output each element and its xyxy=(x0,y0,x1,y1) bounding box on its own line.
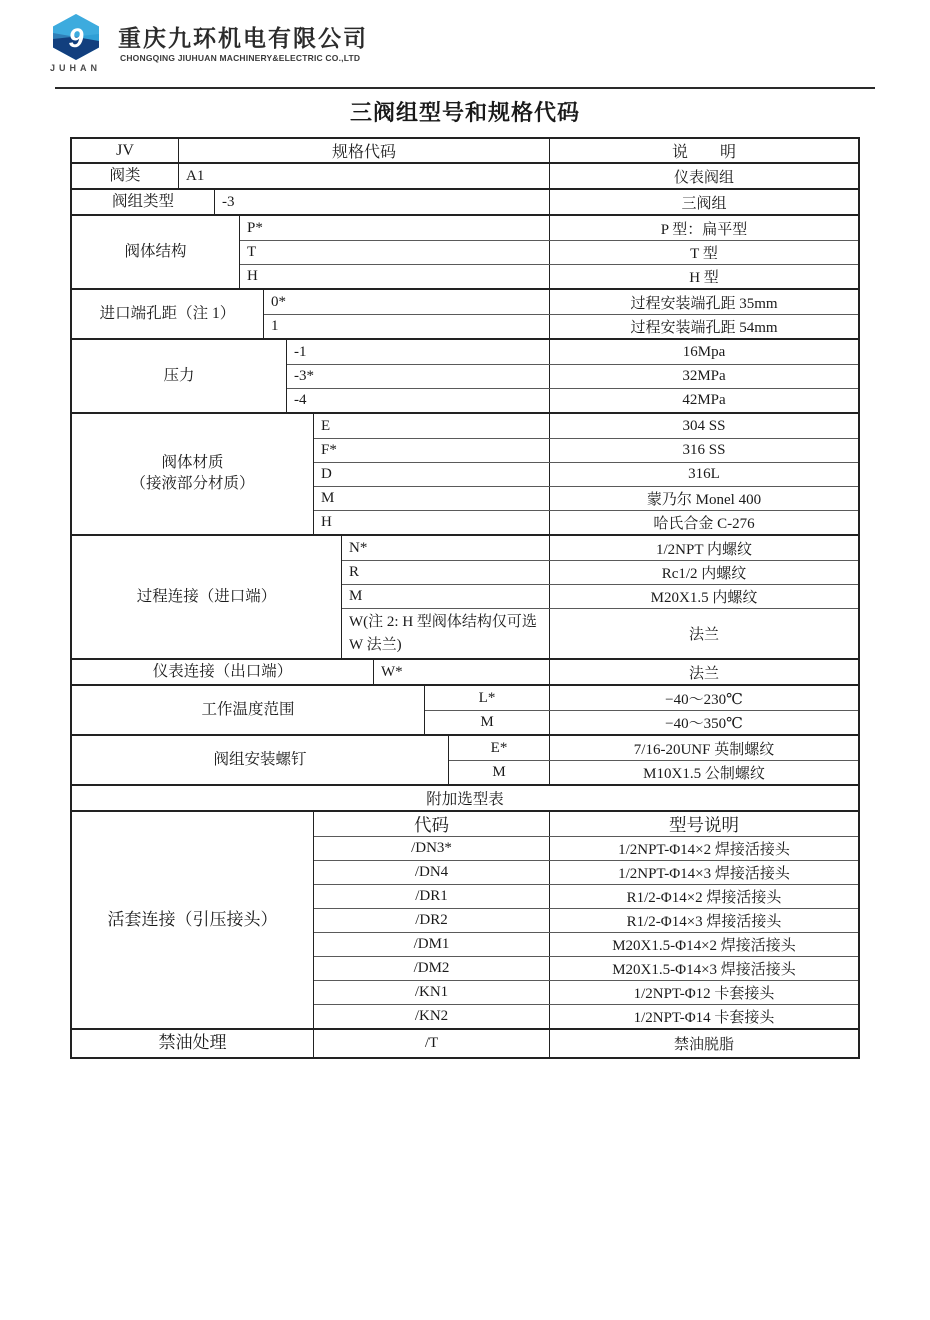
desc-cell: M20X1.5-Φ14×3 焊接活接头 xyxy=(612,962,796,978)
desc-cell: 42MPa xyxy=(682,392,726,408)
table-row xyxy=(342,536,858,560)
code-cell: L* xyxy=(425,686,550,710)
row-label-union-connection: 活套连接（引压接头） xyxy=(72,812,314,1028)
spec-table xyxy=(70,137,860,1059)
group-inlet-hole-distance xyxy=(72,288,858,338)
desc-cell: M20X1.5-Φ14×2 焊接活接头 xyxy=(612,938,796,954)
code-cell: /DM2 xyxy=(314,957,550,980)
row-label-pressure: 压力 xyxy=(72,340,287,412)
code-cell: W(注 2: H 型阀体结构仅可选 W 法兰) xyxy=(342,609,550,658)
code-cell: W* xyxy=(374,660,550,684)
desc-cell: 三阀组 xyxy=(681,195,727,212)
group-working-temperature xyxy=(72,684,858,734)
code-cell: /DN3* xyxy=(314,837,550,860)
desc-cell: 1/2NPT-Φ12 卡套接头 xyxy=(633,986,775,1002)
table-row xyxy=(314,1004,858,1028)
row-label-body-material xyxy=(72,414,314,534)
row-label-inlet-hole-distance: 进口端孔距（注 1） xyxy=(72,290,264,338)
row-label-valve-class: 阀类 xyxy=(72,164,179,188)
row-label-manifold-type: 阀组类型 xyxy=(72,190,215,214)
table-row xyxy=(314,860,858,884)
code-cell: D xyxy=(314,463,550,486)
desc-cell: 316L xyxy=(688,466,720,482)
code-cell: /T xyxy=(314,1030,550,1057)
desc-cell: 7/16-20UNF 英制螺纹 xyxy=(633,741,775,758)
desc-cell: 蒙乃尔 Monel 400 xyxy=(646,492,762,508)
desc-cell: R1/2-Φ14×2 焊接活接头 xyxy=(626,890,782,906)
group-oil-free xyxy=(72,1028,858,1057)
code-cell: A1 xyxy=(179,164,550,188)
code-cell: M xyxy=(425,711,550,734)
row-label-body-structure: 阀体结构 xyxy=(72,216,240,288)
body-material-label-line2: （接液部分材质） xyxy=(130,475,255,492)
table-row xyxy=(264,290,858,314)
juhan-logo-icon xyxy=(48,12,104,62)
letterhead-divider xyxy=(55,87,875,89)
page-title: 三阀组型号和规格代码 xyxy=(349,100,580,125)
table-row xyxy=(215,190,858,214)
table-row xyxy=(449,760,858,784)
code-cell: M xyxy=(342,585,550,608)
group-instrument-connection xyxy=(72,658,858,684)
code-cell: H xyxy=(314,511,550,534)
desc-cell: 32MPa xyxy=(682,368,726,384)
desc-cell: −40～350℃ xyxy=(665,716,743,732)
desc-cell: 1/2NPT-Φ14 卡套接头 xyxy=(633,1010,775,1026)
table-row xyxy=(314,486,858,510)
header-jv: JV xyxy=(72,139,179,162)
desc-cell: 1/2NPT 内螺纹 xyxy=(656,541,752,558)
code-cell: M xyxy=(449,761,550,784)
row-label-process-connection: 过程连接（进口端） xyxy=(72,536,342,658)
table-header-row xyxy=(72,139,858,162)
code-cell: H xyxy=(240,265,550,288)
group-manifold-type xyxy=(72,188,858,214)
desc-cell: 1/2NPT-Φ14×2 焊接活接头 xyxy=(618,842,790,858)
desc-cell: P 型：扁平型 xyxy=(660,221,748,238)
code-cell: -3 xyxy=(215,190,550,214)
table-row xyxy=(240,240,858,264)
row-label-mounting-screw: 阀组安装螺钉 xyxy=(72,736,449,784)
desc-cell: 过程安装端孔距 35mm xyxy=(630,295,778,312)
table-row xyxy=(264,314,858,338)
desc-cell: 法兰 xyxy=(688,665,719,682)
code-cell: -4 xyxy=(287,389,550,412)
desc-cell: M20X1.5 内螺纹 xyxy=(650,590,758,606)
header-spec-code: 规格代码 xyxy=(179,139,550,162)
desc-cell: 16Mpa xyxy=(682,343,726,360)
row-label-working-temperature: 工作温度范围 xyxy=(72,686,425,734)
table-row xyxy=(314,510,858,534)
table-row xyxy=(240,264,858,288)
table-row xyxy=(342,560,858,584)
desc-cell: 1/2NPT-Φ14×3 焊接活接头 xyxy=(618,866,790,882)
group-valve-class xyxy=(72,162,858,188)
body-material-label-line1: 阀体材质 xyxy=(161,454,224,472)
code-cell: E* xyxy=(449,736,550,760)
code-cell: /DN4 xyxy=(314,861,550,884)
table-row xyxy=(314,932,858,956)
row-label-oil-free: 禁油处理 xyxy=(72,1030,314,1057)
code-cell: N* xyxy=(342,536,550,560)
code-cell: 1 xyxy=(264,315,550,338)
code-cell: 0* xyxy=(264,290,550,314)
group-body-material xyxy=(72,412,858,534)
svg-text:9: 9 xyxy=(68,23,84,53)
code-cell: /DM1 xyxy=(314,933,550,956)
table-row xyxy=(314,438,858,462)
table-row xyxy=(314,908,858,932)
desc-cell: T 型 xyxy=(690,246,718,262)
desc-cell: R1/2-Φ14×3 焊接活接头 xyxy=(626,914,782,930)
table-row xyxy=(240,216,858,240)
table-row xyxy=(314,414,858,438)
code-cell: /KN2 xyxy=(314,1005,550,1028)
table-row xyxy=(179,164,858,188)
addon-header-code: 代码 xyxy=(314,812,550,836)
table-row xyxy=(314,980,858,1004)
table-row xyxy=(314,462,858,486)
desc-cell: 法兰 xyxy=(688,627,719,643)
table-row xyxy=(287,364,858,388)
row-label-instrument-connection: 仪表连接（出口端） xyxy=(72,660,374,684)
desc-cell: 过程安装端孔距 54mm xyxy=(630,320,778,336)
table-row xyxy=(342,608,858,658)
addon-section-title: 附加选型表 xyxy=(426,791,504,808)
code-cell: /DR2 xyxy=(314,909,550,932)
desc-cell: 304 SS xyxy=(682,417,726,434)
group-mounting-screw xyxy=(72,734,858,784)
table-row xyxy=(425,710,858,734)
addon-section-title-row xyxy=(72,784,858,810)
code-cell: /DR1 xyxy=(314,885,550,908)
desc-cell: H 型 xyxy=(689,270,719,286)
addon-header-row xyxy=(314,812,858,836)
desc-cell: Rc1/2 内螺纹 xyxy=(661,566,747,582)
table-row xyxy=(314,1030,858,1057)
code-cell: R xyxy=(342,561,550,584)
code-cell: -3* xyxy=(287,365,550,388)
table-row xyxy=(374,660,858,684)
table-row xyxy=(287,340,858,364)
table-row xyxy=(314,884,858,908)
table-row xyxy=(314,956,858,980)
desc-cell: −40～230℃ xyxy=(665,691,743,708)
company-name-en: CHONGQING JIUHUAN MACHINERY&ELECTRIC CO.,LTD xyxy=(120,53,361,63)
code-cell: F* xyxy=(314,439,550,462)
group-process-connection xyxy=(72,534,858,658)
desc-cell: 禁油脱脂 xyxy=(673,1037,734,1053)
code-cell: T xyxy=(240,241,550,264)
desc-cell: M10X1.5 公制螺纹 xyxy=(643,766,765,782)
code-cell: M xyxy=(314,487,550,510)
group-pressure xyxy=(72,338,858,412)
table-row xyxy=(449,736,858,760)
desc-cell: 哈氏合金 C-276 xyxy=(653,516,755,532)
table-row xyxy=(425,686,858,710)
addon-header-desc: 型号说明 xyxy=(669,814,739,835)
group-body-structure xyxy=(72,214,858,288)
code-cell: E xyxy=(314,414,550,438)
group-union-connection xyxy=(72,810,858,1028)
code-cell: -1 xyxy=(287,340,550,364)
logo-wordmark: JUHAN xyxy=(50,63,102,73)
table-row xyxy=(287,388,858,412)
company-name-cn: 重庆九环机电有限公司 xyxy=(118,25,368,51)
header-description: 说 明 xyxy=(671,144,736,161)
desc-cell: 316 SS xyxy=(682,442,726,458)
desc-cell: 仪表阀组 xyxy=(673,169,734,186)
table-row xyxy=(314,836,858,860)
code-cell: P* xyxy=(240,216,550,240)
table-row xyxy=(342,584,858,608)
code-cell: /KN1 xyxy=(314,981,550,1004)
